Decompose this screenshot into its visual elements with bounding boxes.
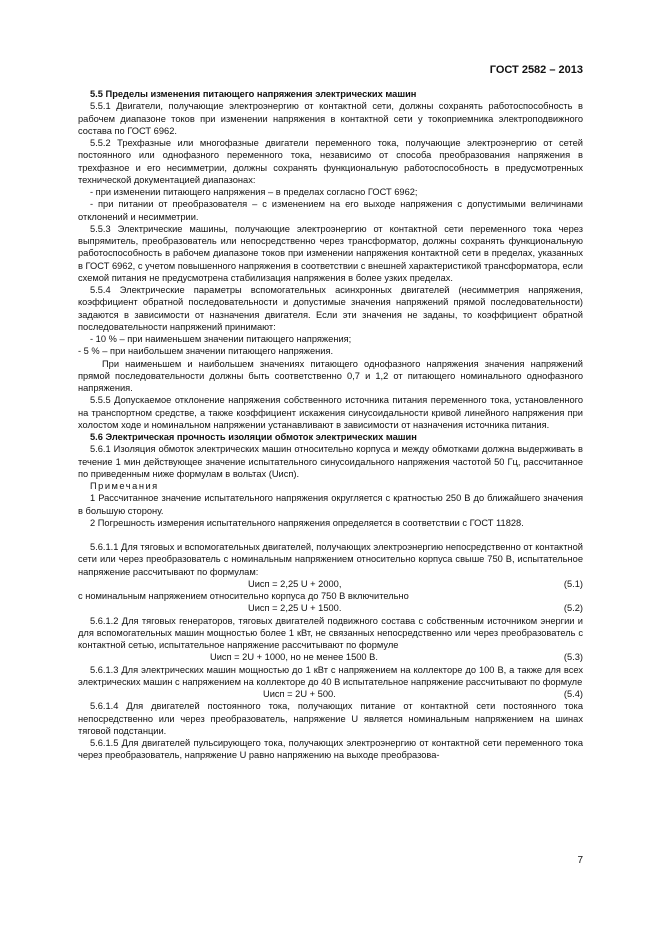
list-item: - 5 % – при наибольшем значении питающего напряжения. xyxy=(78,346,334,357)
paragraph-5-6-1-1-cont: с номинальным напряжением относительно корпуса до 750 В включительно xyxy=(78,591,409,601)
note-2: 2 Погрешность измерения испытательного напряжения определяется в соответствии с ГОСТ 11828. xyxy=(90,517,524,528)
equation-5-4 xyxy=(78,688,583,700)
section-heading-5-6: 5.6 Электрическая прочность изоляции обмоток электрических машин xyxy=(90,432,417,442)
paragraph-5-6-1: 5.6.1 Изоляция обмоток электрических машин относительно корпуса и между обмотками должна выдерживать в течение 1 мин действующее значение испытательного синусоидального напряжения частотой 50 Гц, рассчитанное по приведенным ниже формулам в вольтах (Uисп). xyxy=(78,444,583,479)
section-heading-5-5: 5.5 Пределы изменения питающего напряжения электрических машин xyxy=(90,89,417,99)
note-1: 1 Рассчитанное значение испытательного напряжения округляется с кратностью 250 В до ближайшего значения в большую сторону. xyxy=(78,493,583,516)
equation-5-1 xyxy=(78,578,583,590)
paragraph-5-5-4: 5.5.4 Электрические параметры вспомогательных асинхронных двигателей (несимметрия напряжения, коэффициент обратной последовательности и допустимые значения напряжений прямой последовательности) задаются в зависимости от назначения двигателя. Если эти значения не заданы, то коэффициент обратной последовательности напряжений принимают: xyxy=(78,285,583,332)
paragraph-5-6-1-2: 5.6.1.2 Для тяговых генераторов, тяговых двигателей подвижного состава с собственным источником энергии и для вспомогательных машин мощностью более 1 кВт, не связанных непосредственно или через преобразователь с контактной сетью, испытательное напряжение рассчитывают по формуле xyxy=(78,615,583,650)
paragraph-5-5-2: 5.5.2 Трехфазные или многофазные двигатели переменного тока, получающие электроэнергию от сетей постоянного или однофазного переменного тока, независимо от способа преобразования напряжения в трехфазное и его несимметрии, должны сохранять функциональную работоспособность в предусмотренных технической документацией диапазонах: xyxy=(78,138,583,185)
equation-number: (5.4) xyxy=(563,689,583,699)
page-number: 7 xyxy=(577,855,583,866)
notes-heading: Примечания xyxy=(90,481,159,491)
paragraph-5-6-1-5: 5.6.1.5 Для двигателей пульсирующего тока, получающих электроэнергию от контактной сети переменного тока через преобразователь, напряжение U равно напряжению на выходе преобразова- xyxy=(78,738,583,761)
list-item: - 10 % – при наименьшем значении питающего напряжения; xyxy=(90,334,352,344)
list-item: - при питании от преобразователя – с изменением на его выходе напряжения с допустимыми величинами отклонений и несимметрии. xyxy=(78,199,583,222)
equation-5-2 xyxy=(78,602,583,614)
list-item: - при изменении питающего напряжения – в пределах согласно ГОСТ 6962; xyxy=(90,187,418,197)
document-body xyxy=(78,88,583,762)
paragraph-5-6-1-1: 5.6.1.1 Для тяговых и вспомогательных двигателей, получающих электроэнергию непосредственно от контактной сети или через преобразователь с номинальным напряжением относительно корпуса свыше 750 В, испытательное напряжение рассчитывают по формулам: xyxy=(78,542,583,577)
equation-formula: Uисп = 2,25 U + 2000, xyxy=(248,578,342,589)
equation-5-3 xyxy=(78,651,583,663)
equation-number: (5.3) xyxy=(563,652,583,663)
equation-number: (5.1) xyxy=(563,578,583,589)
paragraph-5-5-4-cont: При наименьшем и наибольшем значениях питающего однофазного напряжения значения напряжений прямой последовательности должны быть соответственно 0,7 и 1,2 от питающего номинального однофазного напряжения. xyxy=(78,358,583,393)
equation-formula: Uисп = 2U + 1000, но не менее 1500 В. xyxy=(210,652,378,663)
paragraph-5-5-1: 5.5.1 Двигатели, получающие электроэнергию от контактной сети, должны сохранять работоспособность в рабочем диапазоне токов при изменении напряжения в контактной сети у токоприемника электроподвижного состава по ГОСТ 6962. xyxy=(78,101,583,136)
paragraph-5-6-1-4: 5.6.1.4 Для двигателей постоянного тока, получающих питание от контактной сети постоянного тока непосредственно или через преобразователь, напряжение U является номинальным напряжением на шинах тяговой подстанции. xyxy=(78,701,583,736)
paragraph-5-5-5: 5.5.5 Допускаемое отклонение напряжения собственного источника питания переменного тока, установленного на транспортном средстве, а также коэффициент искажения синусоидальности кривой линейного напряжения при холостом ходе и номинальном напряжении устанавливают в зависимости от назначения источника питания. xyxy=(78,395,583,430)
paragraph-5-6-1-3: 5.6.1.3 Для электрических машин мощностью до 1 кВт с напряжением на коллекторе до 100 В, а также для всех электрических машин с напряжением на коллекторе до 40 В испытательное напряжение рассчитывают по формуле xyxy=(78,664,583,687)
paragraph-5-5-3: 5.5.3 Электрические машины, получающие электроэнергию от контактной сети переменного тока через выпрямитель, преобразователь или непосредственно через трансформатор, должны сохранять функциональную работоспособность в рабочем диапазоне токов при изменении напряжения контактной сети в пределах, указанных в ГОСТ 6962, с учетом повышенного напряжения в соответствии с внешней характеристикой трансформатора, если схемой питания не предусмотрена стабилизация напряжения в более узких пределах. xyxy=(78,223,583,283)
equation-formula: Uисп = 2,25 U + 1500. xyxy=(248,603,342,614)
equation-number: (5.2) xyxy=(563,603,583,614)
equation-formula: Uисп = 2U + 500. xyxy=(263,689,336,699)
document-header: ГОСТ 2582 – 2013 xyxy=(489,64,583,76)
